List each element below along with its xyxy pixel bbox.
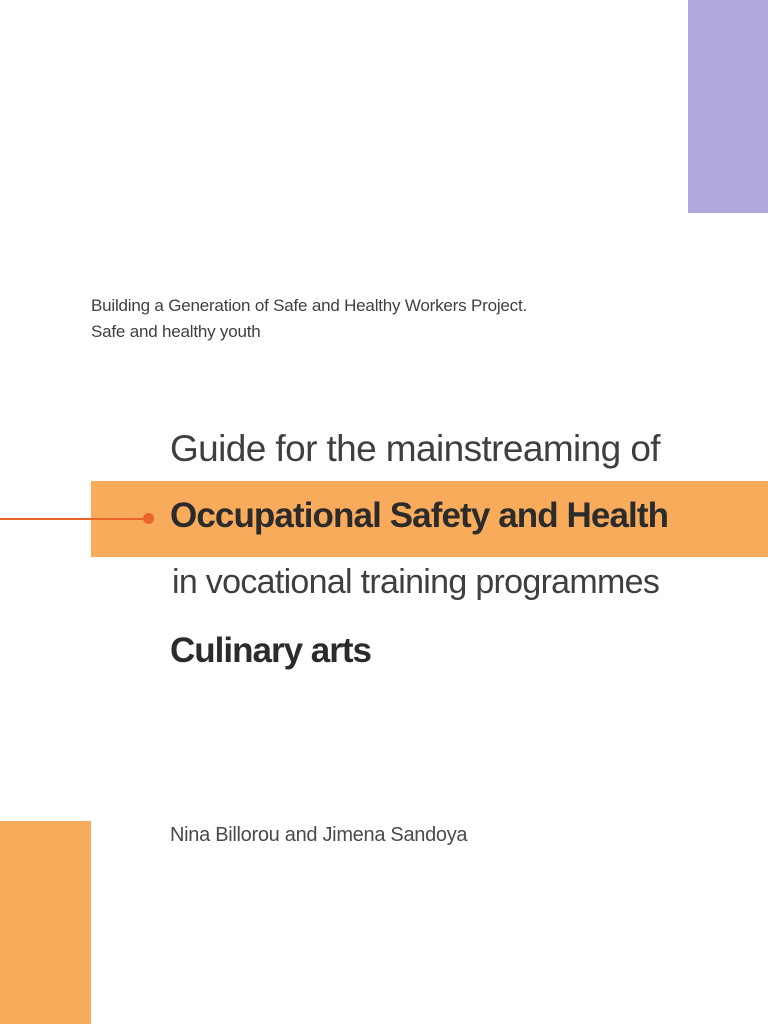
title-line-2: Occupational Safety and Health — [170, 496, 669, 535]
authors: Nina Billorou and Jimena Sandoya — [170, 824, 468, 846]
subject-heading: Culinary arts — [170, 631, 371, 670]
title-line-1: Guide for the mainstreaming of — [170, 428, 660, 469]
title-line-3: in vocational training programmes — [172, 563, 660, 601]
connector-dot-icon — [143, 513, 154, 524]
project-subtitle: Safe and healthy youth — [91, 322, 261, 341]
project-name: Building a Generation of Safe and Healthy Workers Project. — [91, 296, 527, 315]
purple-corner-block — [688, 0, 768, 213]
connector-line — [0, 518, 146, 520]
orange-bottom-block — [0, 821, 91, 1024]
